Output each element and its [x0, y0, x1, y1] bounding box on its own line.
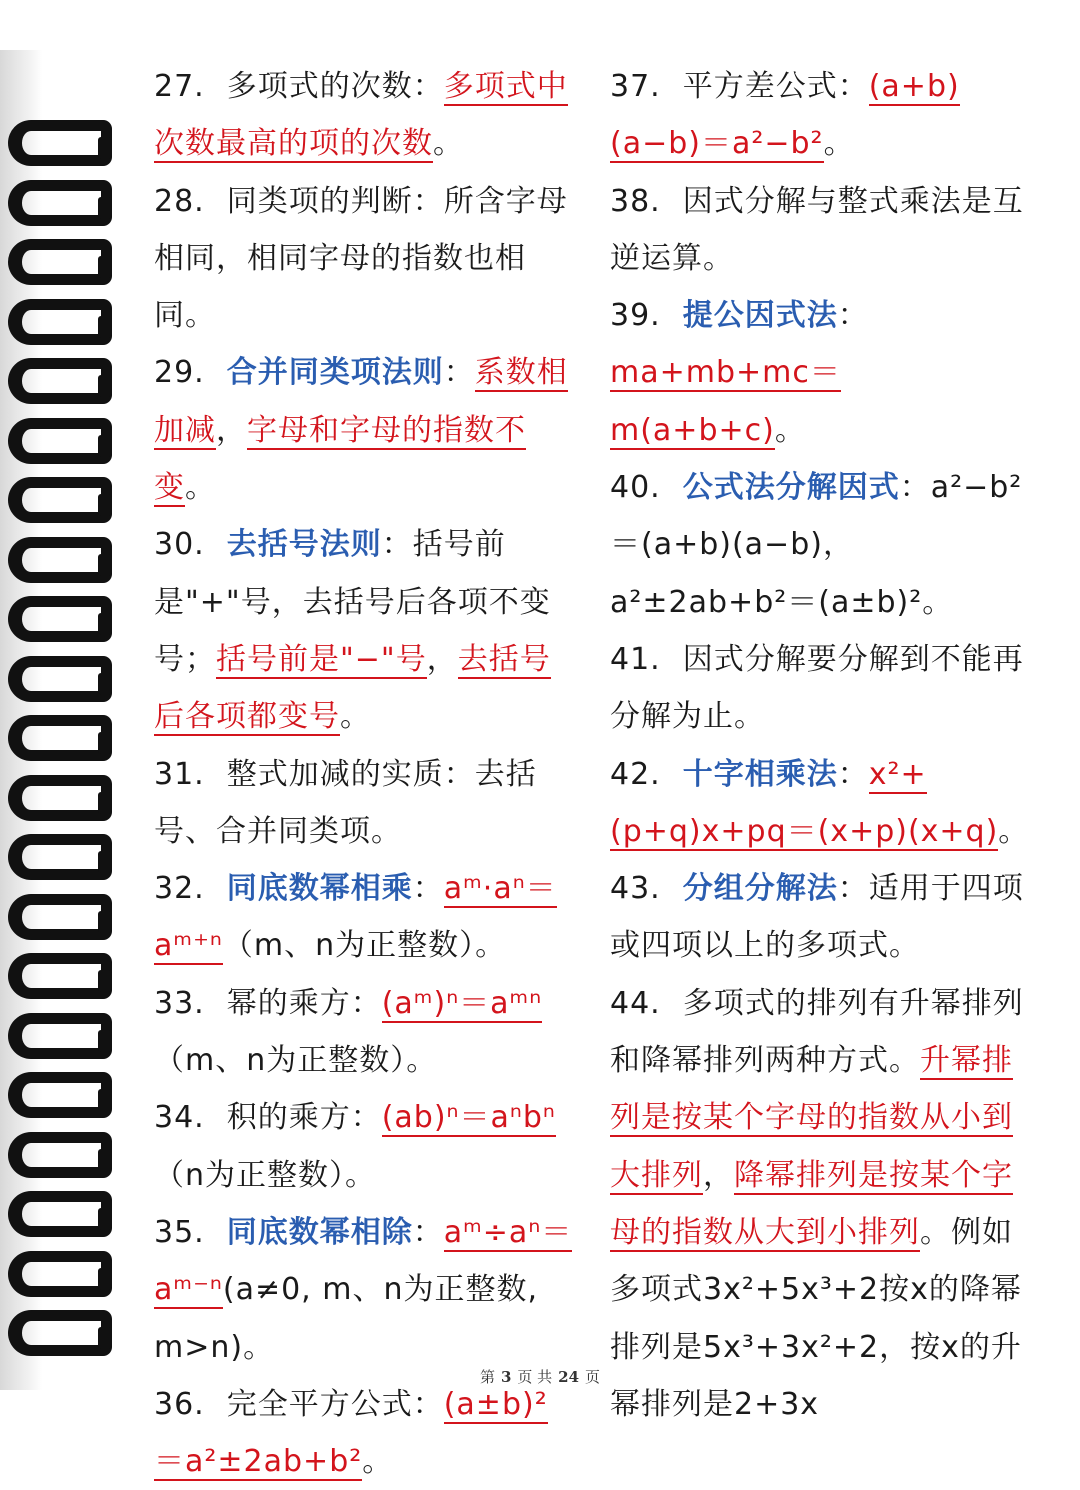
binding-ring — [8, 1132, 112, 1178]
note-item — [610, 459, 1030, 631]
highlighted-formula: ma+mb+mc＝m(a+b+c) — [610, 355, 841, 448]
item-text: ： — [443, 355, 475, 391]
binding-ring — [8, 953, 112, 999]
highlighted-formula: 括号前是"−"号 — [216, 641, 427, 677]
right-column — [610, 58, 1030, 1433]
binding-ring — [8, 418, 112, 464]
rule-heading: 公式法分解因式 — [682, 470, 900, 506]
highlighted-formula: 系数相加减 — [154, 355, 568, 448]
item-number: 30. — [154, 527, 205, 563]
binding-ring — [8, 715, 112, 761]
binding-ring — [8, 1072, 112, 1118]
binding-ring — [8, 1191, 112, 1237]
item-number: 31. — [154, 756, 205, 792]
item-number: 32. — [154, 871, 205, 907]
rule-heading: 合并同类项法则 — [226, 355, 444, 391]
item-text: 平方差公式： — [682, 69, 869, 104]
highlighted-formula: 多项式中次数最高的项的次数 — [154, 69, 568, 162]
note-item — [154, 344, 574, 516]
rule-heading: 分组分解法 — [682, 871, 838, 907]
note-item — [610, 173, 1030, 288]
binding-ring — [8, 180, 112, 226]
item-number: 34. — [154, 1100, 205, 1136]
item-text: ：a²−b²＝(a+b)(a−b)，a²±2ab+b²＝(a±b)²。 — [610, 470, 1023, 620]
item-number: 29. — [154, 355, 205, 391]
item-text: （m、n为正整数）。 — [154, 1043, 438, 1079]
highlighted-formula: (ab)ⁿ＝aⁿbⁿ — [381, 1100, 556, 1136]
note-item — [610, 746, 1030, 861]
item-number: 36. — [154, 1386, 205, 1422]
item-text: 。 — [823, 126, 855, 162]
item-text: ， — [426, 641, 458, 677]
highlighted-formula: 字母和字母的指数不变 — [154, 412, 526, 506]
rule-heading: 同底数幂相乘 — [226, 871, 413, 907]
item-number: 38. — [610, 183, 661, 219]
left-column — [154, 58, 574, 1490]
item-text: 。 — [774, 412, 806, 448]
note-item — [154, 1089, 574, 1204]
binding-ring — [8, 656, 112, 702]
item-text: ：括号前是"+"号，去括号后各项不变号； — [154, 527, 551, 677]
note-item — [610, 631, 1030, 746]
item-text: 。 — [362, 1444, 394, 1480]
note-item — [610, 287, 1030, 459]
binding-ring — [8, 358, 112, 404]
item-number: 33. — [154, 985, 205, 1021]
highlighted-formula: 降幂排列是按某个字母的指数从大到小排列 — [610, 1157, 1013, 1250]
binding-ring — [8, 775, 112, 821]
item-text: ， — [703, 1157, 734, 1193]
binding-ring — [8, 299, 112, 345]
note-item — [610, 860, 1030, 975]
item-text: 同类项的判断：所含字母相同，相同字母的指数也相同。 — [154, 183, 568, 334]
note-item — [610, 58, 1030, 173]
item-text: ： — [837, 756, 869, 792]
item-text: （n为正整数）。 — [154, 1157, 377, 1193]
highlighted-formula: 升幂排列是按某个字母的指数从小到大排列 — [610, 1043, 1013, 1193]
item-text: 。 — [433, 126, 464, 162]
note-item — [154, 1204, 574, 1376]
binding-ring — [8, 834, 112, 880]
highlighted-formula: (a±b)²＝a²±2ab+b² — [154, 1386, 548, 1480]
item-text: 多项式的次数： — [226, 69, 444, 104]
note-item — [154, 58, 574, 173]
item-number: 40. — [610, 470, 661, 506]
item-text: ， — [216, 412, 247, 448]
binding-ring — [8, 537, 112, 583]
item-text: 多项式的排列有升幂排列和降幂排列两种方式。 — [610, 985, 1024, 1079]
note-item — [154, 516, 574, 745]
binding-ring — [8, 239, 112, 285]
item-text: ： — [412, 871, 444, 907]
footer-page-number: 3 — [500, 1368, 512, 1386]
footer-total-pages: 24 — [558, 1368, 580, 1386]
item-text: 完全平方公式： — [226, 1386, 444, 1422]
item-number: 27. — [154, 69, 205, 104]
note-item — [610, 975, 1030, 1433]
item-text: 。例如多项式3x²+5x³+2按x的降幂排列是5x³+3x²+2，按x的升幂排列是2+3x — [610, 1214, 1022, 1422]
item-text: 整式加减的实质：去括号、合并同类项。 — [154, 756, 537, 849]
item-number: 41. — [610, 641, 661, 677]
binding-ring — [8, 1310, 112, 1356]
item-text: 因式分解与整式乘法是互逆运算。 — [610, 183, 1024, 276]
note-item — [154, 1376, 574, 1490]
item-number: 43. — [610, 871, 661, 907]
item-number: 35. — [154, 1214, 205, 1250]
highlighted-formula: aᵐ·aⁿ＝aᵐ⁺ⁿ — [154, 871, 557, 964]
binding-ring — [8, 1251, 112, 1297]
note-item — [154, 975, 574, 1090]
item-number: 42. — [610, 756, 661, 792]
item-number: 37. — [610, 69, 661, 104]
rule-heading: 去括号法则 — [226, 527, 382, 563]
item-number: 44. — [610, 985, 661, 1021]
item-text: 。 — [185, 470, 216, 506]
item-text: ： — [837, 298, 869, 334]
binding-ring — [8, 120, 112, 166]
highlighted-formula: x²+(p+q)x+pq＝(x+p)(x+q) — [610, 756, 999, 849]
item-number: 28. — [154, 183, 205, 219]
item-text: (a≠0, m、n为正整数, m>n)。 — [154, 1272, 539, 1365]
item-text: 。 — [998, 813, 1030, 849]
item-number: 39. — [610, 298, 661, 334]
binding-ring — [8, 477, 112, 523]
footer-suffix: 页 — [585, 1368, 601, 1386]
item-text: 因式分解要分解到不能再分解为止。 — [610, 641, 1024, 735]
footer-prefix: 第 — [479, 1368, 495, 1386]
item-text: ：适用于四项或四项以上的多项式。 — [610, 871, 1024, 964]
page-footer — [0, 1366, 1080, 1387]
binding-ring — [8, 596, 112, 642]
binding-ring — [8, 894, 112, 940]
highlighted-formula: (aᵐ)ⁿ＝aᵐⁿ — [381, 985, 543, 1021]
item-text: 。 — [340, 699, 371, 735]
item-text: （m、n为正整数）。 — [222, 928, 507, 964]
item-text: 积的乘方： — [226, 1100, 382, 1136]
item-text: ： — [412, 1214, 444, 1250]
highlighted-formula: aᵐ÷aⁿ＝aᵐ⁻ⁿ — [154, 1214, 573, 1308]
rule-heading: 同底数幂相除 — [226, 1214, 413, 1250]
note-item — [154, 746, 574, 861]
item-text: 幂的乘方： — [226, 985, 382, 1021]
note-item — [154, 173, 574, 345]
highlighted-formula: 去括号后各项都变号 — [154, 641, 551, 735]
binding-ring — [8, 1013, 112, 1059]
rule-heading: 提公因式法 — [682, 298, 838, 334]
highlighted-formula: (a+b)(a−b)＝a²−b² — [610, 69, 960, 162]
footer-mid: 页 共 — [517, 1368, 553, 1386]
note-item — [154, 860, 574, 975]
rule-heading: 十字相乘法 — [682, 756, 838, 792]
